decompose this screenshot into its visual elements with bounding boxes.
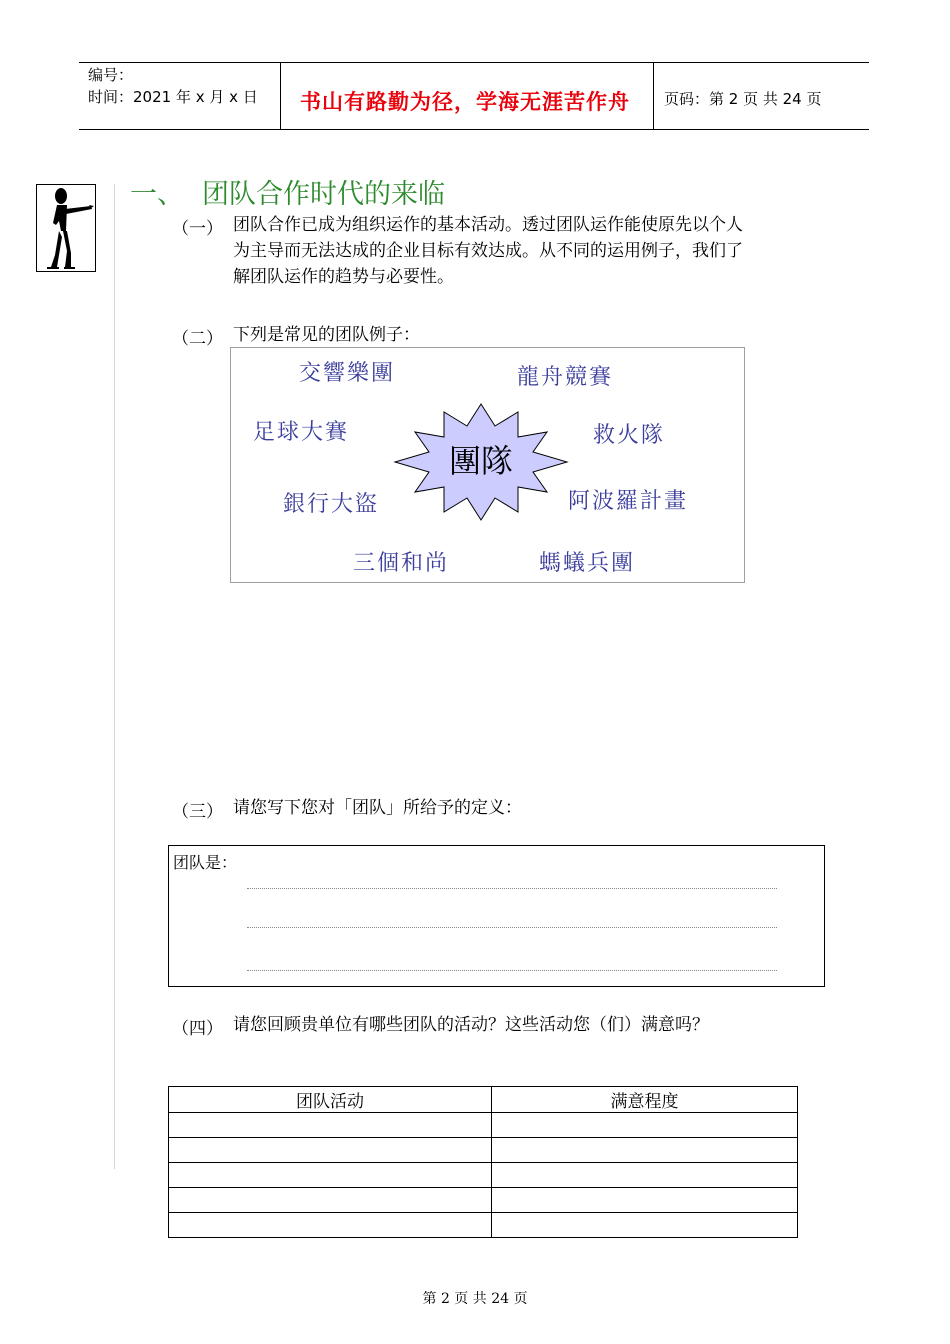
answer-line[interactable] — [247, 970, 777, 971]
item-label: （四） — [172, 1019, 223, 1039]
team-example: 阿波羅計畫 — [568, 489, 689, 514]
header-meta — [88, 64, 258, 108]
table-row — [169, 1213, 798, 1238]
paragraph-line: 解团队运作的趋势与必要性。 — [233, 267, 454, 287]
table-cell[interactable] — [492, 1113, 798, 1138]
table-cell[interactable] — [492, 1188, 798, 1213]
header-top-rule — [79, 62, 869, 63]
table-header-row — [169, 1087, 798, 1113]
header-divider — [280, 62, 281, 130]
team-example: 螞蟻兵團 — [539, 551, 636, 576]
item-text: 下列是常见的团队例子： — [233, 325, 420, 345]
paragraph-line: 为主导而无法达成的企业目标有效达成。从不同的运用例子，我们了 — [233, 241, 743, 261]
table-row — [169, 1163, 798, 1188]
table-cell[interactable] — [492, 1213, 798, 1238]
header-motto: 书山有路勤为径，学海无涯苦作舟 — [300, 90, 630, 114]
item-label: （二） — [172, 329, 223, 349]
team-example: 救火隊 — [593, 423, 666, 448]
table-row — [169, 1138, 798, 1163]
section-heading — [130, 172, 445, 211]
table-cell[interactable] — [169, 1113, 492, 1138]
table-row — [169, 1188, 798, 1213]
header-bottom-rule — [79, 129, 869, 130]
answer-line[interactable] — [247, 927, 777, 928]
item-text: 请您回顾贵单位有哪些团队的活动？这些活动您（们）满意吗？ — [233, 1015, 709, 1035]
table-cell[interactable] — [169, 1188, 492, 1213]
item-paragraph — [233, 212, 743, 290]
diagram-center-label: 團隊 — [448, 442, 514, 480]
number-label: 编号： — [88, 66, 134, 84]
paragraph-line: 团队合作已成为组织运作的基本活动。透过团队运作能使原先以个人 — [233, 215, 743, 235]
section-title: 团队合作时代的来临 — [202, 179, 445, 210]
definition-answer-box[interactable] — [168, 845, 825, 987]
item-text: 请您写下您对「团队」所给予的定义： — [233, 798, 522, 818]
table-cell[interactable] — [169, 1138, 492, 1163]
pointing-figure-icon — [36, 184, 96, 272]
team-example: 龍舟競賽 — [517, 365, 614, 390]
item-label: （一） — [172, 219, 223, 239]
table-cell[interactable] — [169, 1163, 492, 1188]
column-header: 满意程度 — [492, 1087, 798, 1113]
answer-line[interactable] — [247, 888, 777, 889]
team-example: 交響樂團 — [299, 361, 396, 386]
definition-label: 团队是： — [173, 853, 238, 872]
time-label: 时间：2021 年 x 月 x 日 — [88, 88, 258, 106]
table-cell[interactable] — [492, 1163, 798, 1188]
section-number: 一、 — [130, 179, 184, 210]
starburst-shape — [391, 400, 571, 524]
header-divider — [653, 62, 654, 130]
item-label: （三） — [172, 802, 223, 822]
team-examples-diagram — [230, 347, 745, 583]
team-example: 銀行大盜 — [283, 492, 380, 517]
column-header: 团队活动 — [169, 1087, 492, 1113]
table-row — [169, 1113, 798, 1138]
activity-table — [168, 1086, 798, 1238]
team-example: 三個和尚 — [353, 551, 450, 576]
header-page-info: 页码：第 2 页 共 24 页 — [664, 90, 822, 108]
team-example: 足球大賽 — [253, 420, 350, 445]
page-footer: 第 2 页 共 24 页 — [422, 1291, 528, 1307]
table-cell[interactable] — [492, 1138, 798, 1163]
margin-rule — [114, 184, 115, 1169]
table-cell[interactable] — [169, 1213, 492, 1238]
